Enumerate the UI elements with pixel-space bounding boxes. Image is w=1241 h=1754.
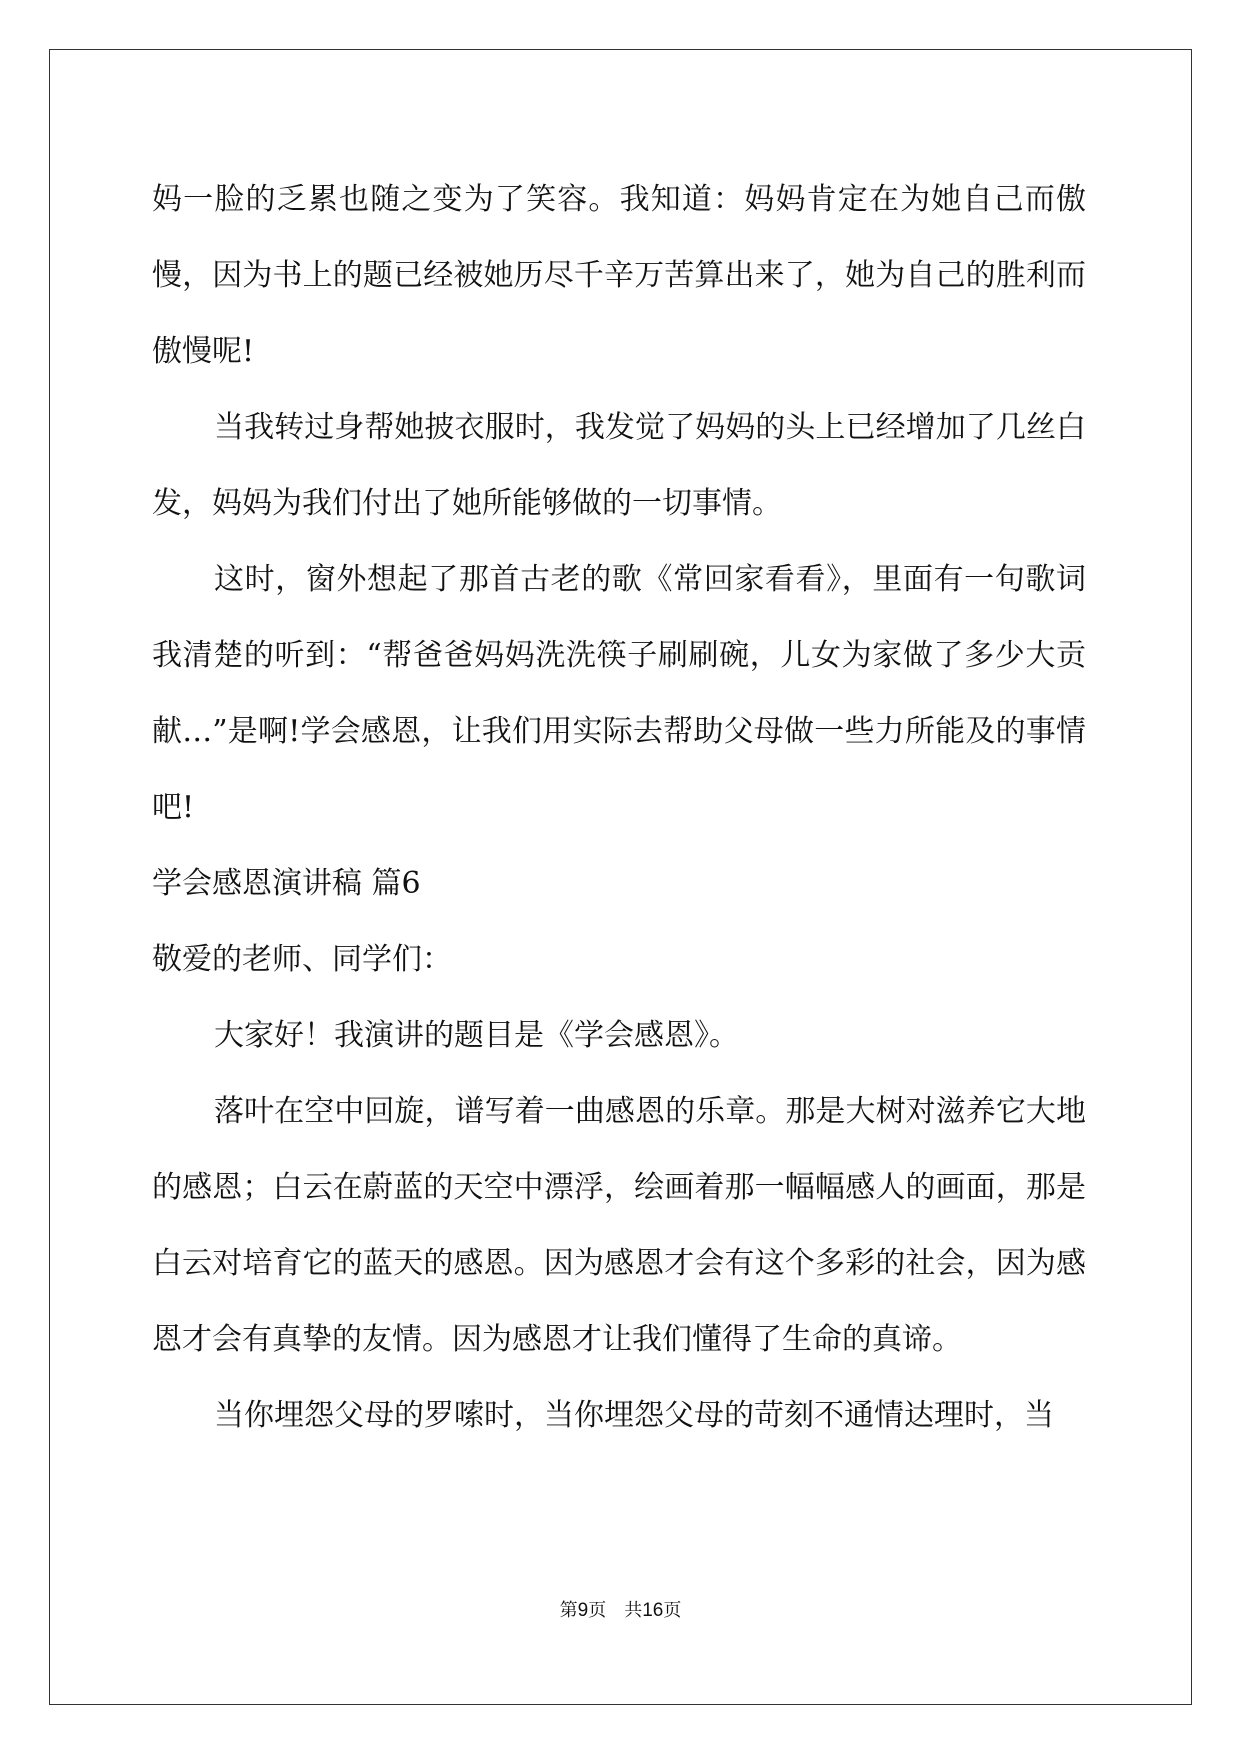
footer-total-pages: 16 — [642, 1600, 664, 1621]
footer-suffix: 页 — [663, 1600, 682, 1621]
salutation: 敬爱的老师、同学们： — [152, 942, 452, 977]
paragraph-5: 当你埋怨父母的罗嗦时，当你埋怨父母的苛刻不通情达理时，当 — [214, 1398, 1054, 1433]
paragraph-4: 落叶在空中回旋，谱写着一曲感恩的乐章。那是大树对滋养它大地的感恩；白云在蔚蓝的天空中漂浮，绘画着那一幅幅感人的画面，那是白云对培育它的蓝天的感恩。因为感恩才会有这个多彩的社会，因为感恩才会有真挚的友情。因为感恩才让我们懂得了生命的真谛。 — [152, 1094, 1086, 1357]
footer-mid: 页 共 — [588, 1600, 643, 1621]
section-heading: 学会感恩演讲稿 篇6 — [152, 866, 421, 901]
paragraph-2: 当我转过身帮她披衣服时，我发觉了妈妈的头上已经增加了几丝白发，妈妈为我们付出了她所能够做的一切事情。 — [152, 410, 1086, 521]
paragraph-1: 妈一脸的乏累也随之变为了笑容。我知道：妈妈肯定在为她自己而傲慢，因为书上的题已经被她历尽千辛万苦算出来了，她为自己的胜利而傲慢呢! — [152, 182, 1086, 369]
footer-prefix: 第 — [559, 1600, 578, 1621]
paragraph-3: 这时，窗外想起了那首古老的歌《常回家看看》，里面有一句歌词我清楚的听到：“帮爸爸妈妈洗洗筷子刷刷碗，儿女为家做了多少大贡献…”是啊!学会感恩，让我们用实际去帮助父母做一些力所能及的事情吧! — [152, 562, 1086, 825]
page-footer — [0, 1596, 1241, 1622]
document-body — [152, 162, 1086, 1454]
paragraph-greeting: 大家好！我演讲的题目是《学会感恩》。 — [214, 1018, 739, 1053]
footer-page-number: 9 — [577, 1600, 589, 1621]
